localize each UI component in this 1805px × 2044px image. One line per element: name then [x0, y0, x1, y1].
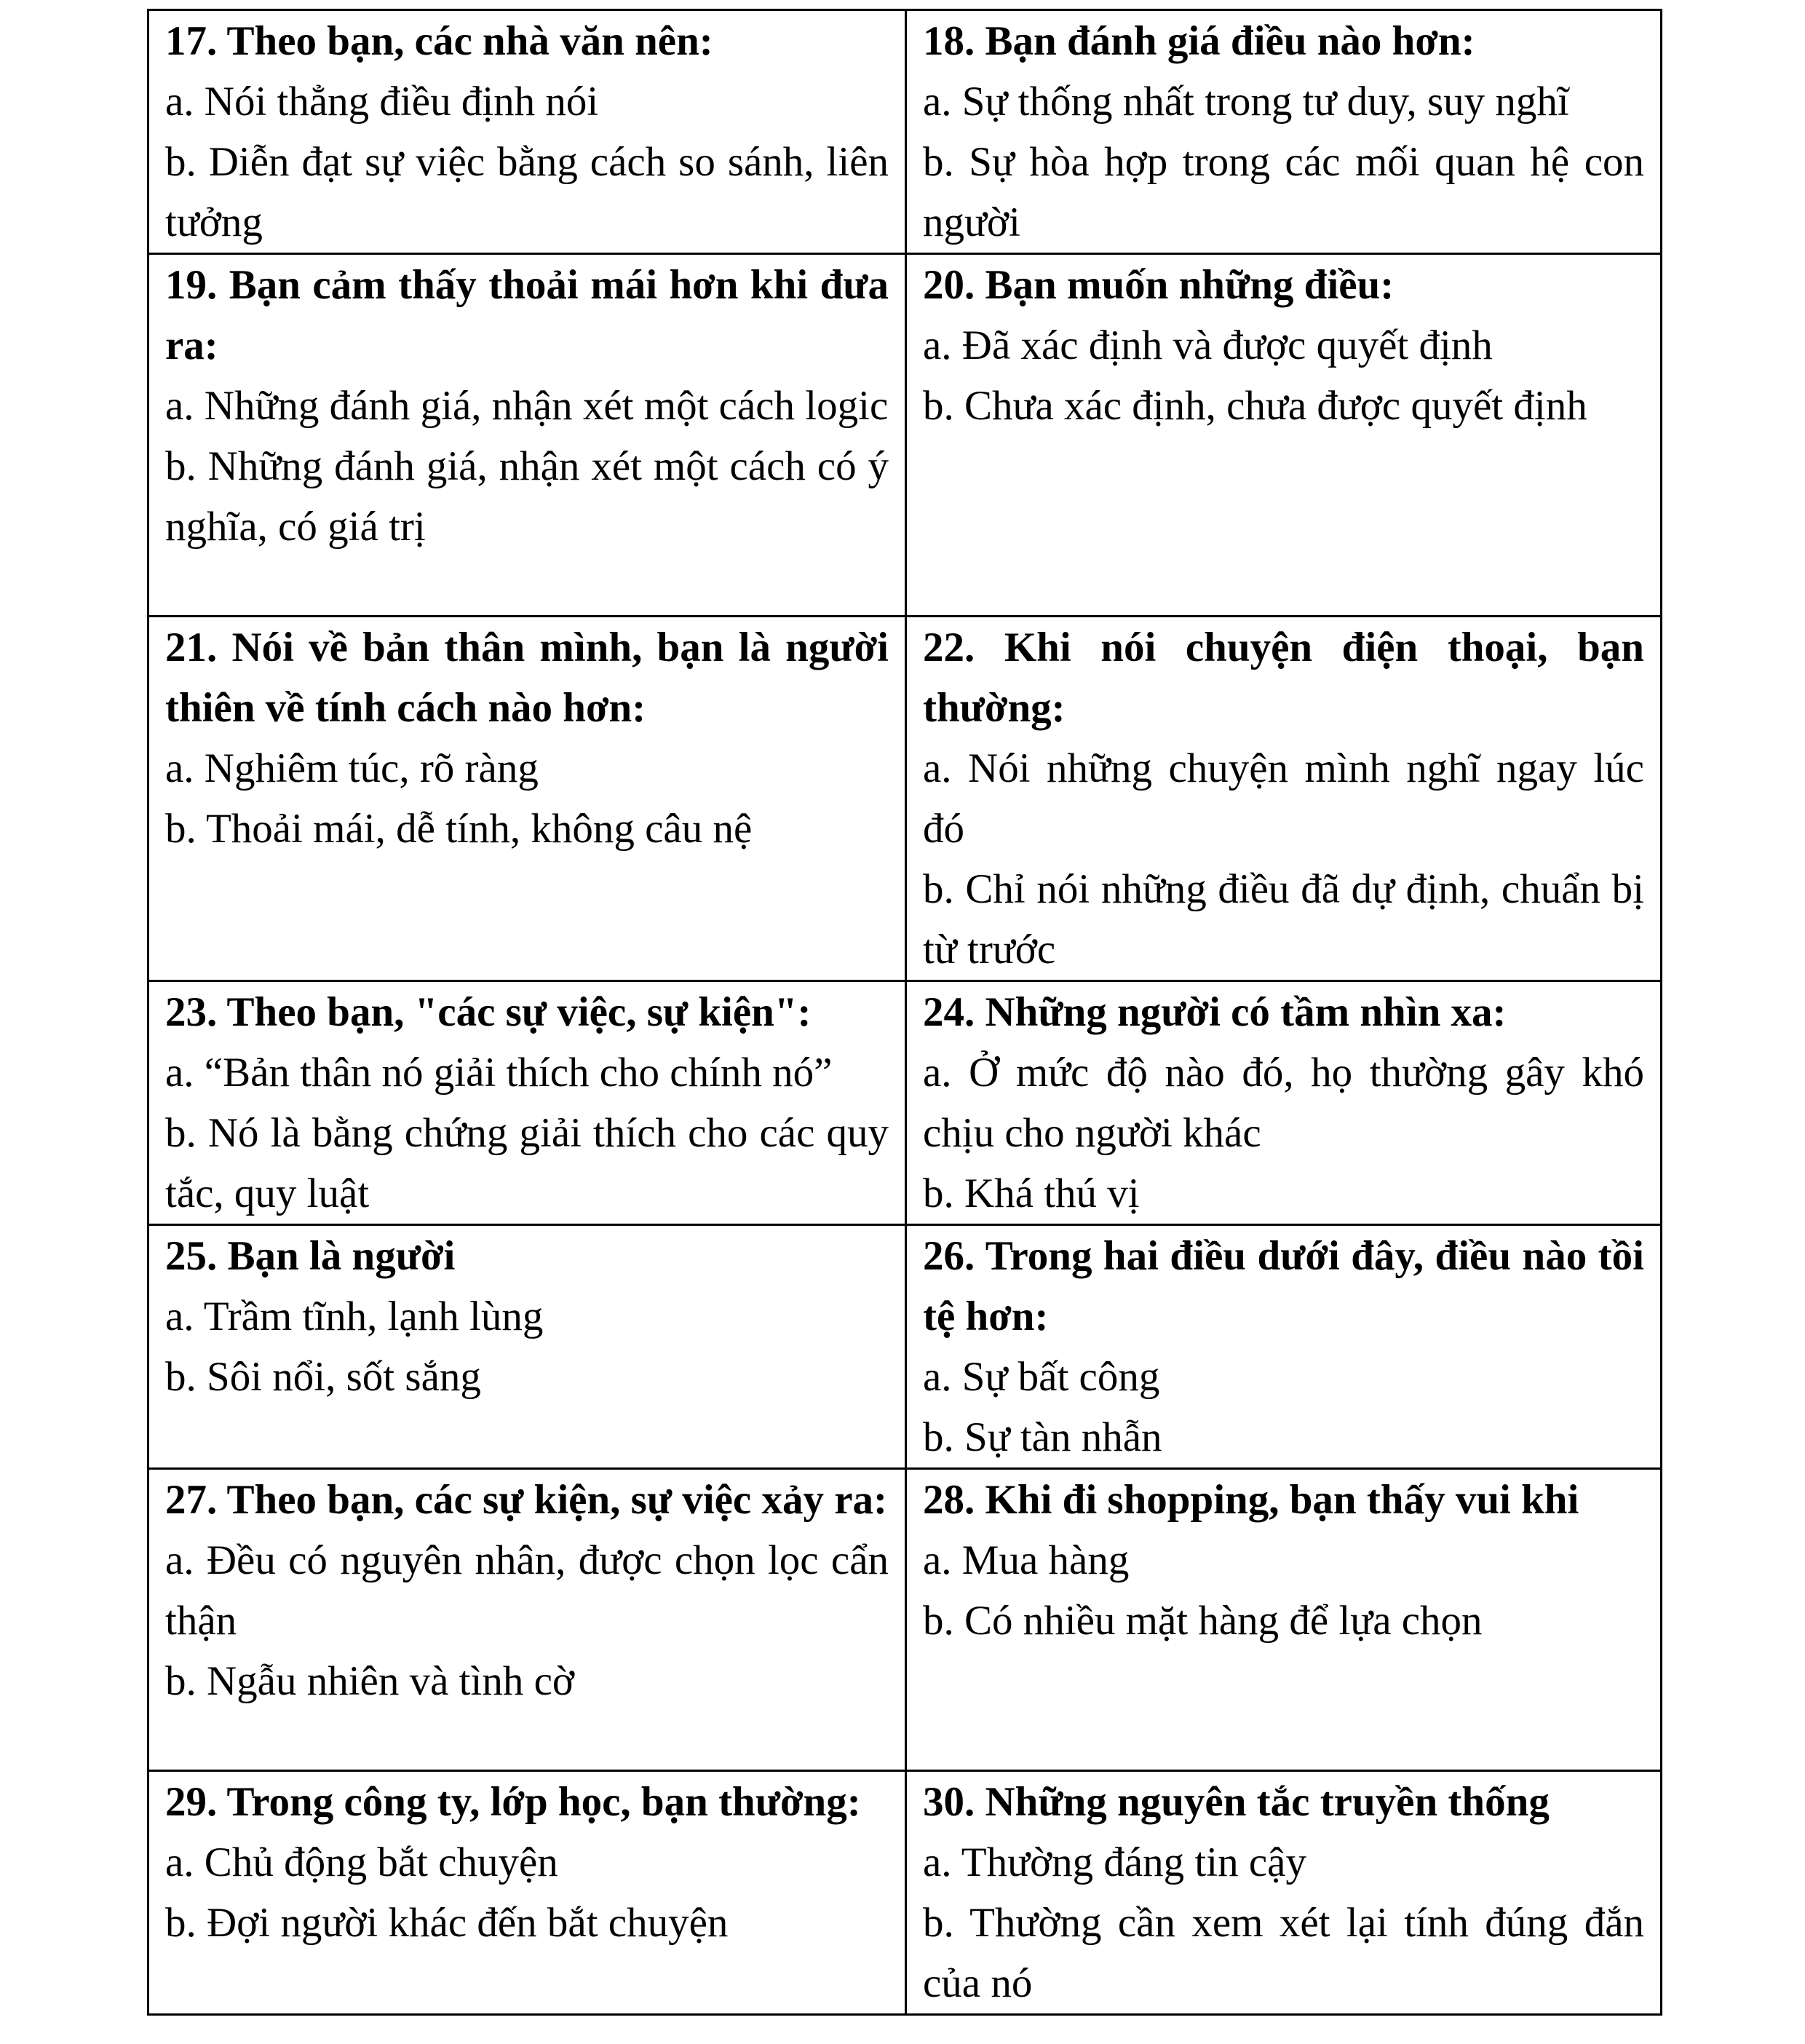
questionnaire-table	[147, 9, 1662, 2016]
question-cell	[148, 1771, 906, 2015]
answer-option: b. Những đánh giá, nhận xét một cách có ý nghĩa, có giá trị	[165, 443, 889, 550]
answer-option: b. Chỉ nói những điều đã dự định, chuẩn bị từ trước	[923, 866, 1644, 973]
question-cell	[906, 1469, 1662, 1771]
question-cell	[148, 10, 906, 254]
question-cell	[906, 1771, 1662, 2015]
answer-option: b. Đợi người khác đến bắt chuyện	[165, 1900, 729, 1946]
question-row	[148, 10, 1662, 254]
answer-option: b. Thoải mái, dễ tính, không câu nệ	[165, 806, 753, 852]
answer-option: a. Chủ động bắt chuyện	[165, 1839, 558, 1885]
question-text: 18. Bạn đánh giá điều nào hơn:	[923, 18, 1475, 64]
question-text: 19. Bạn cảm thấy thoải mái hơn khi đưa ra:	[165, 262, 889, 368]
question-text: 26. Trong hai điều dưới đây, điều nào tồi tệ hơn:	[923, 1233, 1644, 1339]
question-cell	[906, 10, 1662, 254]
answer-option: b. Sự tàn nhẫn	[923, 1414, 1162, 1460]
answer-option: b. Nó là bằng chứng giải thích cho các quy tắc, quy luật	[165, 1110, 889, 1216]
answer-option: a. Đều có nguyên nhân, được chọn lọc cẩn thận	[165, 1537, 889, 1644]
answer-option: a. Ở mức độ nào đó, họ thường gây khó chịu cho người khác	[923, 1050, 1644, 1156]
question-row	[148, 1771, 1662, 2015]
question-text: 25. Bạn là người	[165, 1233, 456, 1279]
answer-option: a. Sự bất công	[923, 1354, 1160, 1400]
question-cell	[906, 1225, 1662, 1469]
answer-option: a. Đã xác định và được quyết định	[923, 322, 1493, 368]
question-cell	[148, 254, 906, 617]
question-row	[148, 1225, 1662, 1469]
answer-option: b. Sự hòa hợp trong các mối quan hệ con người	[923, 139, 1644, 245]
answer-option: b. Khá thú vị	[923, 1170, 1140, 1216]
question-cell	[148, 617, 906, 981]
answer-option: b. Chưa xác định, chưa được quyết định	[923, 383, 1587, 429]
answer-option: a. Nói những chuyện mình nghĩ ngay lúc đó	[923, 745, 1644, 852]
answer-option: a. Nói thẳng điều định nói	[165, 79, 599, 124]
question-row	[148, 1469, 1662, 1771]
question-row	[148, 254, 1662, 617]
answer-option: a. “Bản thân nó giải thích cho chính nó”	[165, 1050, 833, 1096]
answer-option: b. Diễn đạt sự việc bằng cách so sánh, liên tưởng	[165, 139, 889, 245]
answer-option: b. Có nhiều mặt hàng để lựa chọn	[923, 1598, 1483, 1644]
answer-option: a. Thường đáng tin cậy	[923, 1839, 1306, 1885]
question-text: 24. Những người có tầm nhìn xa:	[923, 989, 1507, 1035]
answer-option: a. Những đánh giá, nhận xét một cách logic	[165, 383, 889, 429]
question-text: 28. Khi đi shopping, bạn thấy vui khi	[923, 1477, 1579, 1523]
answer-option: b. Sôi nổi, sốt sắng	[165, 1354, 481, 1400]
question-cell	[148, 981, 906, 1225]
answer-option: a. Sự thống nhất trong tư duy, suy nghĩ	[923, 79, 1569, 124]
question-text: 17. Theo bạn, các nhà văn nên:	[165, 18, 713, 64]
questionnaire-body	[148, 10, 1662, 2015]
answer-option: a. Trầm tĩnh, lạnh lùng	[165, 1294, 544, 1339]
question-text: 29. Trong công ty, lớp học, bạn thường:	[165, 1779, 861, 1825]
question-text: 27. Theo bạn, các sự kiện, sự việc xảy ra:	[165, 1477, 888, 1523]
question-cell	[906, 981, 1662, 1225]
question-cell	[906, 254, 1662, 617]
question-text: 22. Khi nói chuyện điện thoại, bạn thường:	[923, 625, 1644, 731]
question-text: 20. Bạn muốn những điều:	[923, 262, 1395, 308]
answer-option: a. Nghiêm túc, rõ ràng	[165, 745, 539, 791]
question-cell	[148, 1469, 906, 1771]
answer-option: b. Thường cần xem xét lại tính đúng đắn của nó	[923, 1900, 1644, 2006]
answer-option: a. Mua hàng	[923, 1537, 1130, 1583]
question-text: 30. Những nguyên tắc truyền thống	[923, 1779, 1550, 1825]
question-row	[148, 981, 1662, 1225]
answer-option: b. Ngẫu nhiên và tình cờ	[165, 1658, 575, 1704]
question-row	[148, 617, 1662, 981]
question-cell	[148, 1225, 906, 1469]
question-cell	[906, 617, 1662, 981]
question-text: 23. Theo bạn, "các sự việc, sự kiện":	[165, 989, 812, 1035]
question-text: 21. Nói về bản thân mình, bạn là người thiên về tính cách nào hơn:	[165, 625, 889, 731]
